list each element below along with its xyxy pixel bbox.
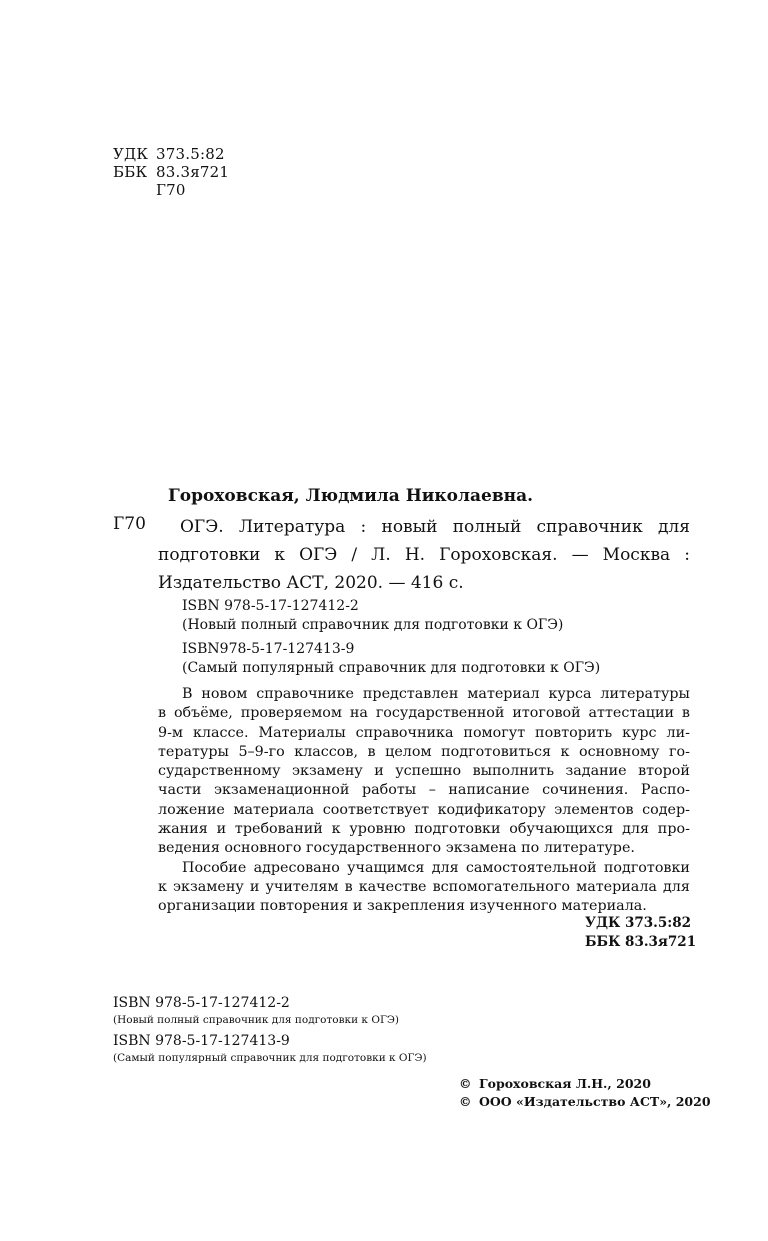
word: для xyxy=(622,821,649,838)
word: подготовки xyxy=(414,821,501,838)
word: учителям xyxy=(265,878,339,895)
word: целом xyxy=(385,743,432,760)
word: Гороховская. xyxy=(439,545,558,565)
copyright-text: Гороховская Л.Н., 2020 xyxy=(479,1076,651,1091)
word: в xyxy=(344,878,353,895)
bibliographic-description xyxy=(158,513,690,597)
word: 5–9-го xyxy=(238,743,285,760)
bbk-value: 83.3я721 xyxy=(156,163,230,181)
word: к xyxy=(331,821,341,838)
word: Н. xyxy=(404,545,426,565)
annotation xyxy=(158,685,690,917)
word: новом xyxy=(201,686,248,702)
word: помогут xyxy=(463,724,526,741)
copyright-block xyxy=(459,1075,711,1111)
word: / xyxy=(351,545,358,565)
word: материал xyxy=(467,686,540,702)
classification-block xyxy=(113,145,229,199)
word: справочник xyxy=(536,517,643,537)
word: : xyxy=(684,545,690,565)
copyright-line xyxy=(459,1075,711,1093)
udk-row xyxy=(113,145,229,163)
annotation-line xyxy=(158,820,690,839)
word: 9-м xyxy=(158,724,184,741)
word: Москва xyxy=(602,545,671,565)
word: про- xyxy=(657,821,690,838)
word: в xyxy=(681,705,690,722)
word: аттестации xyxy=(588,705,675,722)
word: содер- xyxy=(642,801,690,818)
annotation-line xyxy=(158,724,690,743)
copyright-icon: © xyxy=(459,1094,472,1109)
word: новый xyxy=(381,517,438,537)
word: задание xyxy=(565,763,627,780)
word: государственной xyxy=(375,705,505,722)
annotation-line xyxy=(158,762,690,781)
isbn-note: (Новый полный справочник для подготовки к ОГЭ) xyxy=(182,617,564,633)
word: сударственному xyxy=(158,763,281,780)
copyright-icon: © xyxy=(459,1076,472,1091)
card-isbn-block xyxy=(182,597,600,678)
isbn-number: ISBN 978-5-17-127412-2 xyxy=(182,598,359,614)
word: материала xyxy=(233,801,315,818)
word: самостоятельной xyxy=(465,859,597,876)
word: сочинения. xyxy=(542,782,629,799)
isbn-note: (Самый популярный справочник для подготовки к ОГЭ) xyxy=(182,660,601,676)
word: и xyxy=(374,763,384,780)
annotation-line xyxy=(158,801,690,820)
word: – xyxy=(428,782,436,799)
word: ОГЭ xyxy=(299,545,338,565)
cutter-value: Г70 xyxy=(156,181,186,199)
word: в xyxy=(367,743,376,760)
word: Материалы xyxy=(258,724,346,741)
bbk-label: ББК xyxy=(113,163,148,181)
word: соответствует xyxy=(322,801,430,818)
word: успешно xyxy=(395,763,462,780)
card-cutter: Г70 xyxy=(113,514,146,534)
annotation-line xyxy=(158,859,690,878)
annotation-line xyxy=(158,781,690,800)
word: и xyxy=(249,878,260,895)
word: для xyxy=(431,859,459,876)
word: основному xyxy=(579,743,660,760)
cutter-row xyxy=(113,181,229,199)
word: на xyxy=(349,705,368,722)
word: Л. xyxy=(371,545,391,565)
word: написание xyxy=(448,782,530,799)
word: адресовано xyxy=(253,859,340,876)
author-heading: Гороховская, Людмила Николаевна. xyxy=(168,486,534,506)
word: — xyxy=(571,545,589,565)
word: представлен xyxy=(362,686,459,702)
copyright-text: ООО «Издательство АСТ», 2020 xyxy=(479,1094,711,1109)
word: в xyxy=(158,705,167,722)
title-line-1 xyxy=(158,513,690,541)
word: к xyxy=(274,545,286,565)
annotation-line xyxy=(158,685,690,704)
word: классов, xyxy=(294,743,359,760)
word: и xyxy=(216,821,227,838)
word: работы xyxy=(361,782,417,799)
title-line-2 xyxy=(158,541,690,569)
udk-bbk-right xyxy=(585,914,696,952)
word: элементов xyxy=(554,801,634,818)
word: материала xyxy=(576,878,657,895)
word: экзамену xyxy=(292,763,363,780)
word: к xyxy=(560,743,570,760)
word: проверяемом xyxy=(240,705,342,722)
word: В xyxy=(182,686,193,702)
word: для xyxy=(663,878,690,895)
word: Литература xyxy=(238,517,346,537)
word: го- xyxy=(669,743,690,760)
word: уровню xyxy=(349,821,406,838)
annotation-line: ведения основного государственного экзамена по литературе. xyxy=(158,840,635,857)
isbn-number: ISBN 978-5-17-127413-9 xyxy=(113,1033,290,1049)
word: : xyxy=(360,517,367,537)
word: жания xyxy=(158,821,208,838)
isbn-note: (Самый популярный справочник для подготовки к ОГЭ) xyxy=(113,1052,427,1064)
word: к xyxy=(158,878,167,895)
bbk-row xyxy=(113,163,229,181)
word: учащимся xyxy=(347,859,425,876)
annotation-line xyxy=(158,743,690,762)
word: Пособие xyxy=(182,859,247,876)
word: ОГЭ. xyxy=(180,517,224,537)
word: ли- xyxy=(666,724,690,741)
isbn-number: ISBN 978-5-17-127412-2 xyxy=(113,995,290,1011)
word: тературы xyxy=(158,743,229,760)
word: выполнить xyxy=(472,763,554,780)
word: итоговой xyxy=(512,705,581,722)
bbk-right-line: ББК 83.3я721 xyxy=(585,934,697,950)
word: справочника xyxy=(355,724,454,741)
title-line-3: Издательство АСТ, 2020. — 416 с. xyxy=(158,573,464,593)
word: обучающихся xyxy=(509,821,614,838)
udk-value: 373.5:82 xyxy=(156,145,225,163)
udk-label: УДК xyxy=(113,145,149,163)
isbn-bottom-block xyxy=(113,994,427,1066)
word: подготовки xyxy=(603,859,690,876)
copyright-line xyxy=(459,1093,711,1111)
word: Распо- xyxy=(640,782,690,799)
udk-right-line: УДК 373.5:82 xyxy=(585,915,691,931)
isbn-note: (Новый полный справочник для подготовки к ОГЭ) xyxy=(113,1014,400,1026)
word: вспомогательного xyxy=(432,878,571,895)
word: подготовиться xyxy=(441,743,551,760)
word: требований xyxy=(234,821,323,838)
word: классе. xyxy=(193,724,249,741)
word: подготовки xyxy=(158,545,261,565)
word: качестве xyxy=(358,878,427,895)
annotation-line: организации повторения и закрепления изученного материала. xyxy=(158,898,647,915)
word: курса xyxy=(548,686,592,702)
annotation-line xyxy=(158,878,690,897)
word: для xyxy=(657,517,690,537)
word: объёме, xyxy=(173,705,233,722)
word: ложение xyxy=(158,801,225,818)
word: второй xyxy=(638,763,690,780)
word: литературы xyxy=(600,686,690,702)
word: повторить xyxy=(535,724,613,741)
word: кодификатору xyxy=(437,801,546,818)
word: полный xyxy=(452,517,522,537)
annotation-line xyxy=(158,704,690,723)
isbn-number: ISBN978-5-17-127413-9 xyxy=(182,641,355,657)
word: части xyxy=(158,782,202,799)
word: экзаменационной xyxy=(213,782,350,799)
word: курс xyxy=(622,724,657,741)
word: справочнике xyxy=(256,686,354,702)
word: экзамену xyxy=(173,878,244,895)
